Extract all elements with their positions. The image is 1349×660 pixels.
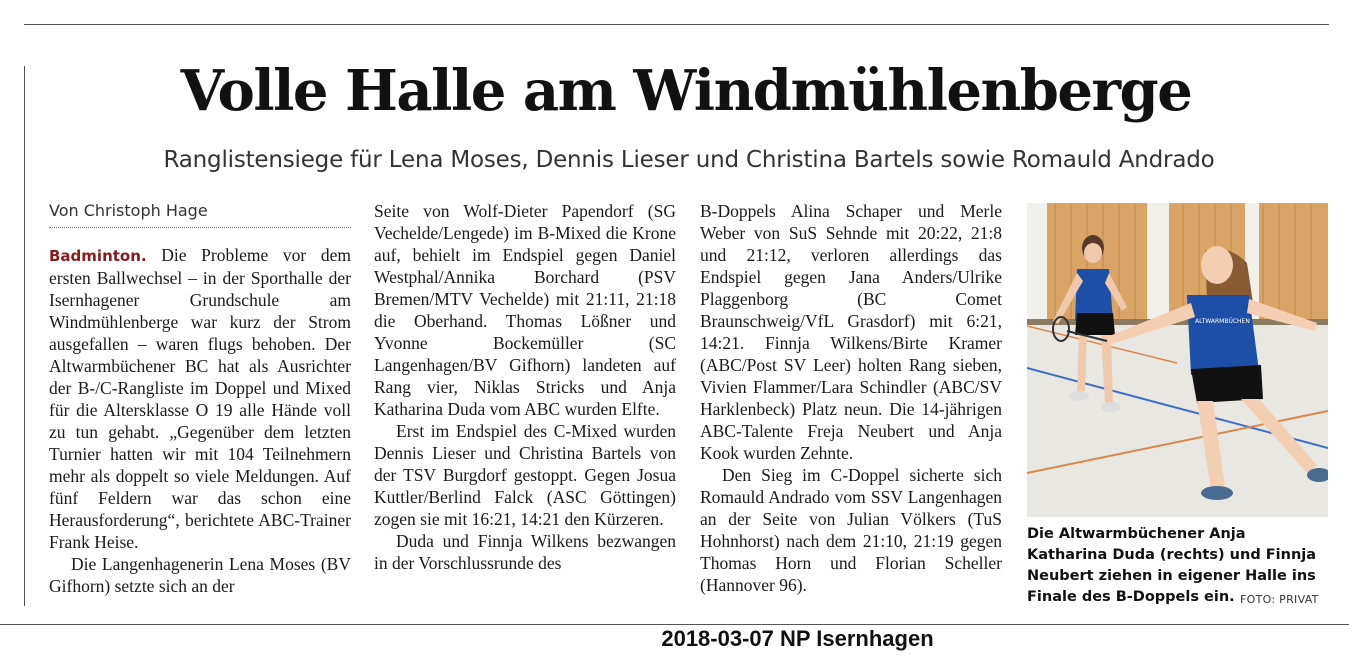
article-headline: Volle Halle am Windmühlenberge [180,58,1192,124]
article-photo [1027,203,1328,517]
badminton-photo-illustration [1027,203,1328,517]
article-column-2 [374,200,676,574]
paragraph-text: Die Probleme vor dem ersten Ballwechsel – in der Sporthalle der Isernhagener Grundschule am Windmühlenberge war kurz der Strom ausgefallen – waren flugs behoben. Der Altwarmbüchener BC hat als Ausrichter der B-/C-Rangliste im Doppel und Mixed für die Altersklasse O 19 alle Hände voll zu tun gehabt. „Gegenüber dem letzten Turnier hatten wir mit 104 Teilnehmern mehr als doppelt so viele Meldungen. Auf fünf Feldern war das schon eine Herausforderung“, berichtete ABC-Trainer Frank Heise. [49,245,351,552]
paragraph: Seite von Wolf-Dieter Papendorf (SG Vechelde/Lengede) im B-Mixed die Krone auf, behielt im Endspiel gegen Daniel Westphal/Annika Borchard (PSV Bremen/MTV Vechelde) mit 21:11, 21:18 die Oberhand. Thomas Lößner und Yvonne Bockemüller (SC Langenhagen/BV Gifhorn) landeten auf Rang vier, Niklas Stricks und Anja Katharina Duda vom ABC wurden Elfte. [374,201,676,419]
section-kicker: Badminton. [49,247,147,265]
article-column-3 [700,200,1002,596]
paragraph: Den Sieg im C-Doppel sicherte sich Romauld Andrado vom SSV Langenhagen an der Seite von Julian Völkers (TuS Hohnhorst) nach dem 21:10, 21:19 gegen Thomas Horn und Florian Scheller (Hannover 96). [700,465,1002,595]
photo-caption: Die Altwarmbüchener Anja Katharina Duda (rechts) und Finnja Neubert ziehen in eigener Halle ins Finale des B-Doppels ein. [1027,526,1317,605]
source-line: 2018-03-07 NP Isernhagen [661,626,934,651]
paragraph: Duda und Finnja Wilkens bezwangen in der Vorschlussrunde des [374,531,676,573]
paragraph: Erst im Endspiel des C-Mixed wurden Dennis Lieser und Christina Bartels von der TSV Burgdorf gestoppt. Gegen Josua Kuttler/Berlind Falck (ASC Göttingen) zogen sie mit 16:21, 14:21 den Kürzeren. [374,421,676,529]
photo-credit: FOTO: PRIVAT [1240,593,1319,606]
jersey-text: ALTWARMBÜCHEN [1195,318,1250,325]
paragraph: Die Langenhagenerin Lena Moses (BV Gifhorn) setzte sich an der [49,554,351,596]
bottom-rule [0,624,1349,625]
article-column-1 [49,244,351,597]
byline: Von Christoph Hage [49,201,351,228]
paragraph: B-Doppels Alina Schaper und Merle Weber von SuS Sehnde mit 20:22, 21:8 und 21:12, verloren allerdings das Endspiel gegen Jana Anders/Ulrike Plaggenborg (BC Comet Braunschweig/VfL Grasdorf) mit 6:21, 14:21. Finnja Wilkens/Birte Kramer (ABC/Post SV Leer) holten Rang sieben, Vivien Flammer/Lara Schindler (ABC/SV Harklenbeck) Platz neun. Die 14-jährigen ABC-Talente Freja Neubert und Anja Kook wurden Zehnte. [700,201,1002,463]
paragraph [49,244,351,553]
article-subheadline: Ranglistensiege für Lena Moses, Dennis Lieser und Christina Bartels sowie Romauld Andrado [163,147,1215,173]
top-rule [24,24,1329,25]
